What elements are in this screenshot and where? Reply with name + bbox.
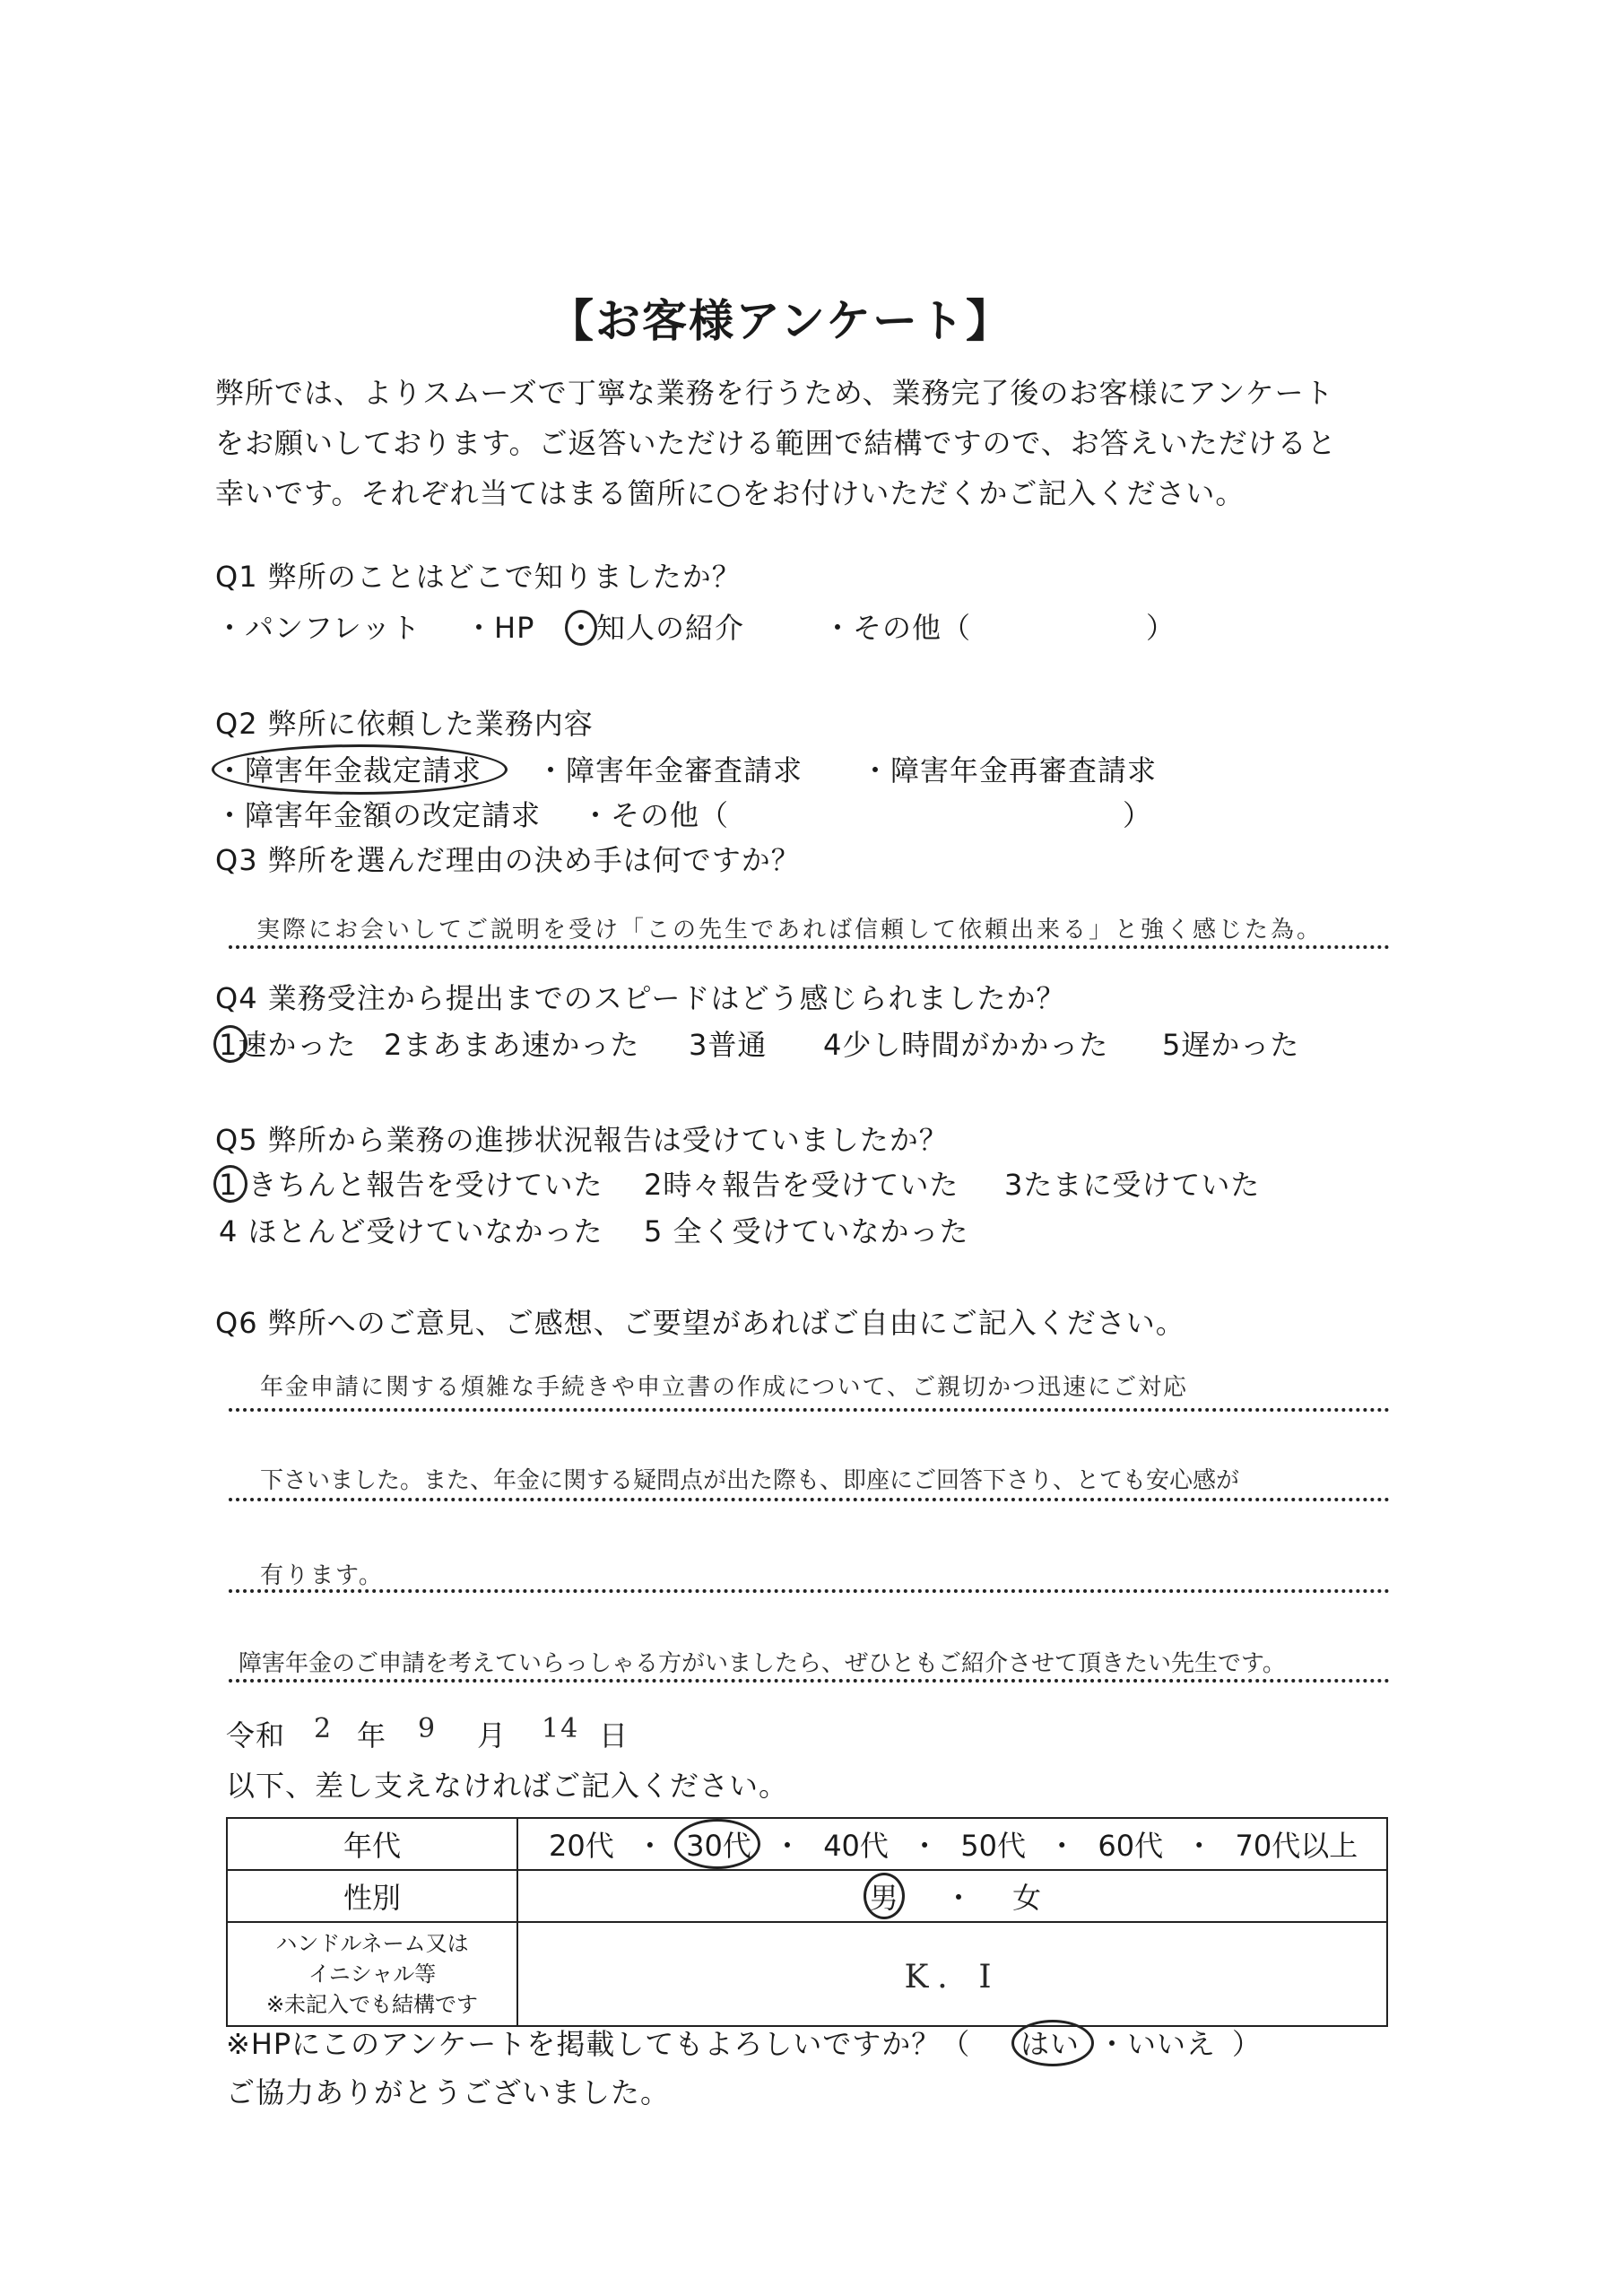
- q2-option-rereview-claim[interactable]: ・障害年金再審査請求: [861, 753, 1158, 787]
- q2-option-other[interactable]: ・その他（: [581, 798, 730, 832]
- q1-question: Q1 弊所のことはどこで知りましたか？: [215, 560, 742, 594]
- hp-answer-no[interactable]: ・いいえ: [1098, 2027, 1217, 2061]
- date-month-unit: 月: [477, 1718, 508, 1752]
- q2-option-initial-claim[interactable]: ・障害年金裁定請求: [215, 753, 482, 787]
- q4-option-5[interactable]: 5遅かった: [1162, 1028, 1300, 1062]
- handle-label-line-2: イニシャル等: [308, 1961, 437, 1987]
- q5-option-4[interactable]: 4 ほとんど受けていなかった: [219, 1214, 603, 1248]
- q3-answer[interactable]: 実際にお会いしてご説明を受け「この先生であれば信頼して依頼出来る」と強く感じた為。: [256, 917, 1324, 944]
- q2-option-review-claim[interactable]: ・障害年金審査請求: [536, 753, 803, 787]
- age-selection-circle: [674, 1819, 760, 1869]
- q3-question: Q3 弊所を選んだ理由の決め手は何ですか？: [215, 843, 801, 877]
- q5-option-2[interactable]: 2時々報告を受けていた: [644, 1168, 959, 1202]
- age-20s[interactable]: 20代: [549, 1829, 614, 1863]
- handle-label-cell: [227, 1922, 517, 2026]
- handle-label-line-3: ※未記入でも結構です: [265, 1992, 479, 2017]
- date-year-unit: 年: [357, 1718, 387, 1752]
- age-50s[interactable]: 50代: [960, 1829, 1027, 1863]
- age-sep: ・: [1185, 1829, 1214, 1863]
- age-options: [517, 1818, 1387, 1870]
- age-30s[interactable]: 30代: [686, 1829, 751, 1863]
- q1-option-other-close: ）: [1146, 611, 1176, 645]
- q6-answer-line-4[interactable]: 障害年金のご申請を考えていらっしゃる方がいましたら、ぜひともご紹介させて頂きたい先生です。: [239, 1650, 1286, 1677]
- age-40s[interactable]: 40代: [823, 1829, 889, 1863]
- hp-answer-yes[interactable]: はい: [1020, 2027, 1081, 2061]
- q5-question: Q5 弊所から業務の進捗状況報告は受けていましたか？: [215, 1123, 949, 1157]
- handle-label-line-1: ハンドルネーム又は: [275, 1931, 469, 1956]
- survey-title: 【お客様アンケート】: [549, 295, 1012, 347]
- age-label: 年代: [227, 1818, 517, 1870]
- q2-question: Q2 弊所に依頼した業務内容: [215, 707, 594, 741]
- handle-value-cell[interactable]: [517, 1922, 1387, 2026]
- gender-male[interactable]: 男: [864, 1873, 905, 1919]
- respondent-info-table: [226, 1817, 1388, 2027]
- age-sep: ・: [910, 1829, 940, 1863]
- handle-value[interactable]: K．I: [904, 1958, 1001, 1996]
- intro-line-3: 幸いです。それぞれ当てはまる箇所に○をお付けいただくかご記入ください。: [215, 476, 1245, 510]
- age-sep: ・: [773, 1829, 803, 1863]
- q4-option-1[interactable]: 1速かった: [219, 1028, 357, 1062]
- date-day-unit: 日: [599, 1718, 629, 1752]
- age-60s[interactable]: 60代: [1098, 1829, 1164, 1863]
- q4-option-3[interactable]: 3普通: [689, 1028, 768, 1062]
- q6-question: Q6 弊所へのご意見、ご感想、ご要望があればご自由にご記入ください。: [215, 1306, 1185, 1340]
- intro-line-1: 弊所では、よりスムーズで丁寧な業務を行うため、業務完了後のお客様にアンケート: [215, 376, 1334, 410]
- thanks-text: ご協力ありがとうございました。: [226, 2075, 671, 2109]
- q6-line-2: [229, 1498, 1390, 1501]
- q6-answer-line-3[interactable]: 有ります。: [260, 1562, 384, 1589]
- q2-option-amount-revision[interactable]: ・障害年金額の改定請求: [215, 798, 542, 832]
- q1-option-other[interactable]: ・その他（: [823, 611, 972, 645]
- date-month-value[interactable]: 9: [418, 1713, 438, 1744]
- gender-options: [517, 1870, 1387, 1922]
- hp-question-close: ）: [1232, 2027, 1263, 2061]
- q5-option-5[interactable]: 5 全く受けていなかった: [644, 1214, 969, 1248]
- q1-option-pamphlet[interactable]: ・パンフレット: [215, 611, 421, 645]
- q4-option-4[interactable]: 4少し時間がかかった: [823, 1028, 1109, 1062]
- gender-sep: ・: [943, 1881, 973, 1915]
- date-day-value[interactable]: 14: [542, 1713, 580, 1744]
- age-sep: ・: [635, 1829, 664, 1863]
- date-era: 令和: [226, 1718, 286, 1752]
- gender-label: 性別: [227, 1870, 517, 1922]
- q5-option-3[interactable]: 3たまに受けていた: [1004, 1168, 1261, 1202]
- q6-line-4: [229, 1679, 1390, 1683]
- q6-line-1: [229, 1408, 1390, 1412]
- info-note: 以下、差し支えなければご記入ください。: [226, 1769, 789, 1803]
- date-year-value[interactable]: 2: [314, 1713, 334, 1744]
- q2-option-other-close: ）: [1123, 798, 1153, 832]
- intro-line-2: をお願いしております。ご返答いただける範囲で結構ですので、お答えいただけると: [215, 426, 1337, 460]
- q6-answer-line-2[interactable]: 下さいました。また、年金に関する疑問点が出た際も、即座にご回答下さり、とても安心感が: [260, 1467, 1240, 1494]
- q6-answer-line-1[interactable]: 年金申請に関する煩雑な手続きや申立書の作成について、ご親切かつ迅速にご対応: [260, 1374, 1188, 1401]
- q4-question: Q4 業務受注から提出までのスピードはどう感じられましたか？: [215, 981, 1066, 1015]
- q1-option-referral[interactable]: ・知人の紹介: [567, 611, 745, 645]
- q3-answer-line: [229, 945, 1390, 949]
- gender-female[interactable]: 女: [1012, 1881, 1042, 1915]
- q4-option-2[interactable]: 2まあまあ速かった: [384, 1028, 640, 1062]
- q1-option-hp[interactable]: ・HP: [464, 611, 535, 645]
- hp-question: ※HPにこのアンケートを掲載してもよろしいですか？（: [226, 2027, 971, 2061]
- age-sep: ・: [1047, 1829, 1077, 1863]
- q6-line-3: [229, 1589, 1390, 1593]
- age-70s-plus[interactable]: 70代以上: [1235, 1829, 1358, 1863]
- q5-option-1[interactable]: 1 きちんと報告を受けていた: [219, 1168, 603, 1202]
